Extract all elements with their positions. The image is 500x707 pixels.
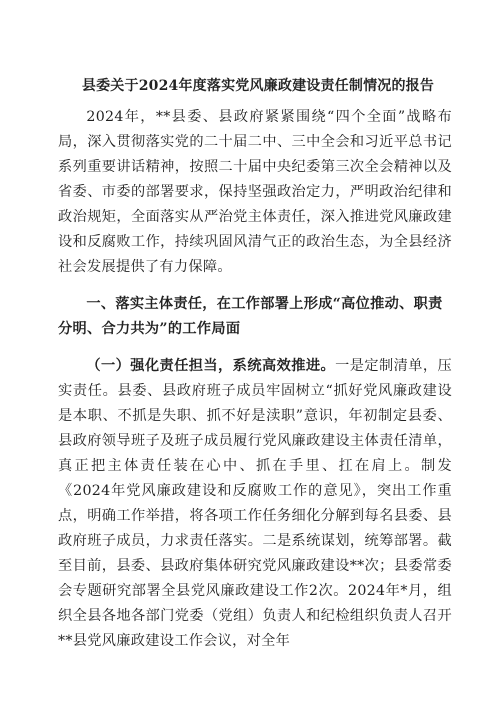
document-title: 县委关于2024年度落实党风廉政建设责任制情况的报告: [81, 78, 435, 94]
section-one-heading: 一、落实主体责任，在工作部署上形成“高位推动、职责分明、合力共为”的工作局面: [58, 296, 443, 337]
subsection-one-title: （一）强化责任担当，系统高效推进。: [86, 358, 336, 374]
subsection-one-paragraph: [58, 354, 452, 654]
subsection-one-body: 一是定制清单，压实责任。县委、县政府班子成员牢固树立“抓好党风廉政建设是本职、不抓是失职、抓不好是渎职”意识，年初制定县委、县政府领导班子及班子成员履行党风廉政建设主体责任清单，真正把主体责任装在心中、抓在手里、扛在肩上。制发《2024年党风廉政建设和反腐败工作的意见》，突出工作重点，明确工作举措，将各项工作任务细化分解到每名县委、县政府班子成员，力求责任落实。二是系统谋划，统筹部署。截至目前，县委、县政府集体研究党风廉政建设**次；县委常委会专题研究部署全县党风廉政建设工作2次。2024年*月，组织全县各地各部门党委（党组）负责人和纪检组织负责人召开**县党风廉政建设工作会议，对全年: [58, 358, 452, 649]
intro-paragraph: 2024年，**县委、县政府紧紧围绕“四个全面”战略布局，深入贯彻落实党的二十届二中、三中全会和习近平总书记系列重要讲话精神，按照二十届中央纪委第三次全会精神以及省委、市委的部署要求，保持坚强政治定力，严明政治纪律和政治规矩，全面落实从严治党主体责任，深入推进党风廉政建设和反腐败工作，持续巩固风清气正的政治生态，为全县经济社会发展提供了有力保障。: [58, 109, 452, 275]
